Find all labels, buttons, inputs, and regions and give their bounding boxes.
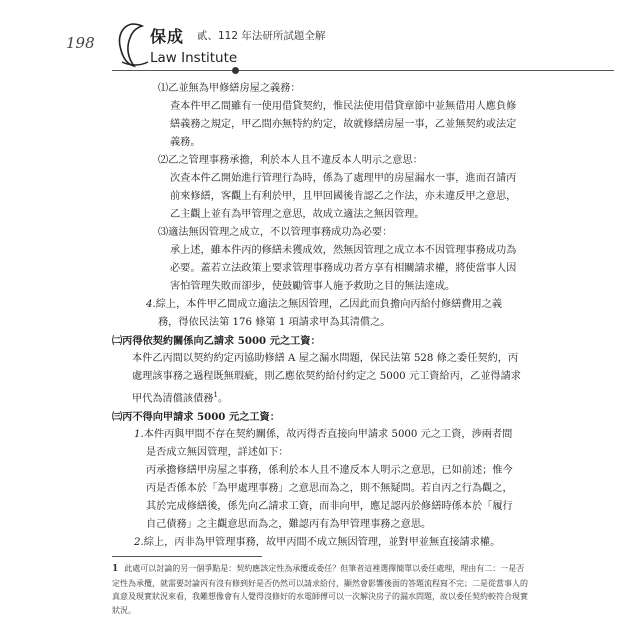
section-3-item-1: 1.本件丙與甲間不存在契約關係，故丙得否直接向甲請求 5000 元之工資，涉兩者間是否成立無因管理，詳述如下： [134, 429, 513, 459]
brand-name: 保成 [150, 27, 185, 46]
footnote-mark: 1 [112, 564, 119, 574]
main-text [112, 80, 522, 552]
header-rule [112, 70, 614, 71]
footnote-rule [112, 556, 262, 557]
point-3-text: 承上述，雖本件丙的修繕未獲成效，然無因管理之成立本不因管理事務成功為必要。蓋若立法政策上要求管理事務成功者方享有相關請求權，將使當事人因害怕管理失敗而卻步，使鼓勵管事人施予救助之目的無法達成。 [170, 245, 517, 292]
series-title: Law Institute [150, 50, 238, 66]
point-2-heading: ⑵乙之管理事務承擔，利於本人且不違反本人明示之意思： [158, 155, 423, 166]
book-subtitle: 貳、112 年法研所試題全解 [197, 30, 326, 42]
point-2-text: 次查本件乙開始進行管理行為時，係為了處理甲的房屋漏水一事，進而召請丙前來修繕，客觀上有利於甲，且甲回國後肯認乙之作法，亦未違反甲之意思，乙主觀上並有為甲管理之意思，故成立適法之無因管理。 [170, 173, 517, 220]
section-3-item-2: 2.綜上，丙非為甲管理事務，故甲丙間不成立無因管理，並對甲並無直接請求權。 [134, 537, 501, 549]
page-number: 198 [66, 34, 95, 52]
header-rule-dot [232, 67, 239, 74]
section-3-heading: ㈢丙不得向甲請求 5000 元之工資： [112, 411, 280, 424]
point-3-heading: ⑶適法無因管理之成立，不以管理事務成功為必要： [158, 227, 393, 238]
footnote-ref: 1 [213, 391, 218, 399]
footnote [112, 562, 530, 617]
conclusion-4: 4.綜上，本件甲乙間成立適法之無因管理，乙因此而負擔向丙給付修繕費用之義務，得依民法第 176 條第 1 項請求甲為其清償之。 [146, 299, 503, 328]
point-1-text: 查本件甲乙間雖有一使用借貸契約，惟民法使用借貸章節中並無借用人應負修繕義務之規定，甲乙間亦無特約約定，故就修繕房屋一事，乙並無契約或法定義務。 [170, 101, 517, 148]
section-2-text: 本件乙丙間以契約約定丙協助修繕 A 屋之漏水問題，保民法第 528 條之委任契約，丙處理該事務之過程既無瑕疵，則乙應依契約給付約定之 5000 元工資給丙，乙並得請求甲代為清償該債務$^1$。 [132, 353, 521, 405]
section-2-heading: ㈡丙得依契約關係向乙請求 5000 元之工資： [112, 335, 321, 347]
brand-logo-icon [112, 22, 152, 68]
section-3-item-1-detail: 丙承擔修繕甲房屋之事務，係利於本人且不違反本人明示之意思，已如前述；惟今丙是否係本於「為甲處理事務」之意思而為之，則不無疑問。若自丙之行為觀之，其於完成修繕後，係先向乙請求工資，而非向甲，應足認丙於修繕時係本於「履行自己債務」之主觀意思而為之，難認丙有為甲管理事務之意思。 [146, 465, 513, 531]
point-1-heading: ⑴乙並無為甲修繕房屋之義務： [158, 83, 301, 94]
footnote-text: 此處可以討論的另一個爭點是：契約應該定性為承攬或委任？但筆者這裡選擇簡單以委任處理，理由有二：一是否定性為承攬，就需要討論丙有沒有修到好是否仍然可以請求給付，顯然會影響後面的答題流程寫不完；二是從當事人的真意及現實狀況來看，我難想像會有人覺得沒修好的水電師傅可以一次解決房子的漏水問題，故以委任契約較符合現實狀況。 [112, 564, 528, 615]
page-header [0, 0, 640, 78]
